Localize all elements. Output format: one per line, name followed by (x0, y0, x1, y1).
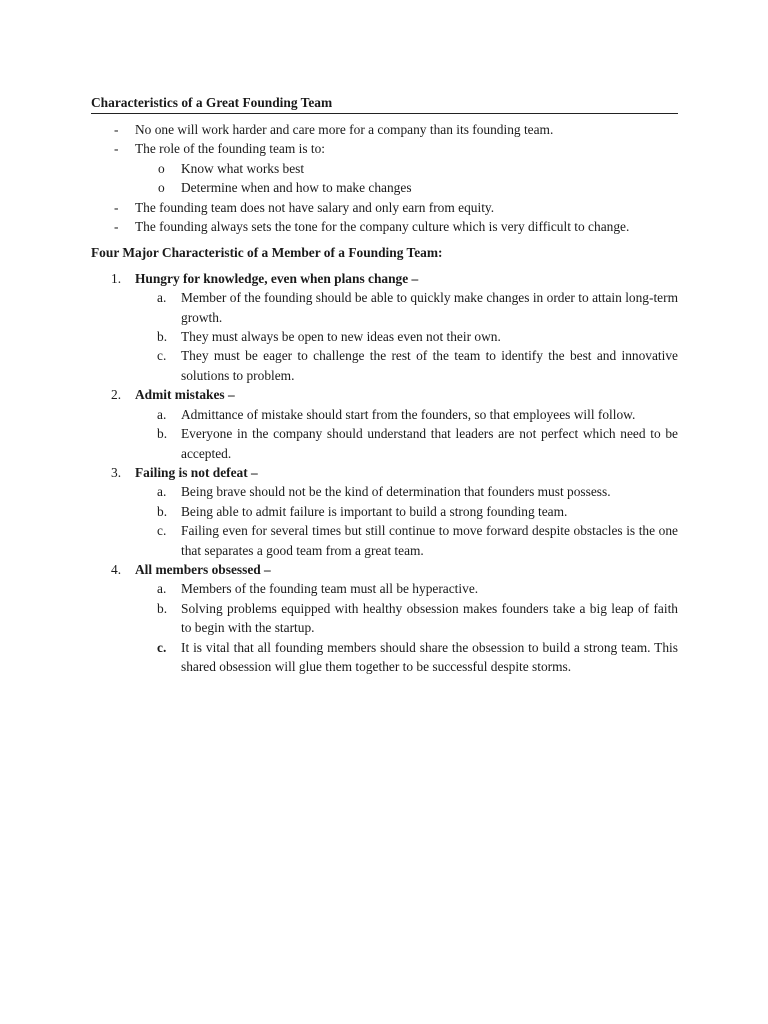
number-marker: 2. (111, 387, 122, 403)
dash-marker: - (114, 199, 119, 215)
characteristics-list (91, 269, 678, 677)
bullet-marker: o (158, 180, 165, 196)
characteristic-point (91, 579, 678, 598)
intro-item (91, 120, 678, 139)
letter-marker: c. (157, 639, 167, 655)
intro-item-text: The founding always sets the tone for the company culture which is very difficult to change. (135, 219, 630, 235)
intro-item-text: The founding team does not have salary and only earn from equity. (135, 199, 495, 215)
characteristic-title: Hungry for knowledge, even when plans change – (135, 270, 419, 286)
number-marker: 4. (111, 561, 122, 577)
letter-marker: b. (157, 426, 168, 442)
characteristic-point (91, 327, 678, 346)
dash-marker: - (114, 141, 119, 157)
characteristic-item (91, 560, 678, 579)
sub-list-item (91, 178, 678, 197)
characteristic-item (91, 385, 678, 404)
characteristic-point (91, 288, 678, 327)
letter-marker: c. (157, 523, 167, 539)
characteristic-point (91, 346, 678, 385)
letter-marker: a. (157, 484, 167, 500)
intro-item (91, 139, 678, 158)
dash-marker: - (114, 219, 119, 235)
intro-item (91, 217, 678, 236)
characteristic-point (91, 424, 678, 463)
characteristic-item (91, 269, 678, 288)
point-text: They must always be open to new ideas even not their own. (181, 329, 501, 345)
letter-marker: c. (157, 348, 167, 364)
characteristic-item (91, 463, 678, 482)
intro-item-text: No one will work harder and care more for a company than its founding team. (135, 122, 554, 137)
point-text: Being brave should not be the kind of determination that founders must possess. (181, 484, 611, 500)
letter-marker: a. (157, 581, 167, 597)
characteristic-point (91, 521, 678, 560)
characteristic-point (91, 502, 678, 521)
letter-marker: a. (157, 290, 167, 306)
document-page (91, 95, 678, 676)
characteristic-point (91, 405, 678, 424)
intro-item (91, 198, 678, 217)
letter-marker: b. (157, 329, 168, 345)
section-heading: Four Major Characteristic of a Member of a Founding Team: (91, 245, 443, 261)
characteristic-point (91, 638, 678, 677)
point-text: Being able to admit failure is important to build a strong founding team. (181, 503, 568, 519)
characteristic-title: Admit mistakes – (135, 387, 235, 403)
dash-marker: - (114, 122, 119, 137)
point-text: Solving problems equipped with healthy obsession makes founders take a big leap of faith to begin with the startup. (181, 600, 678, 636)
point-text: Member of the founding should be able to quickly make changes in order to attain long-term growth. (181, 290, 678, 325)
characteristic-title: All members obsessed – (135, 561, 271, 577)
sub-list-item (91, 159, 678, 178)
letter-marker: b. (157, 503, 168, 519)
letter-marker: a. (157, 406, 167, 422)
point-text: Everyone in the company should understand that leaders are not perfect which need to be accepted. (181, 426, 678, 461)
intro-list (91, 120, 678, 236)
sub-item-text: Know what works best (181, 160, 305, 176)
letter-marker: b. (157, 600, 168, 616)
characteristic-point (91, 482, 678, 501)
point-text: It is vital that all founding members should share the obsession to build a strong team. This shared obsession will glue them together to be successful despite storms. (181, 639, 678, 674)
sub-item-text: Determine when and how to make changes (181, 180, 412, 196)
role-sub-list (91, 159, 678, 198)
characteristic-title: Failing is not defeat – (135, 464, 258, 480)
intro-item-text: The role of the founding team is to: (135, 141, 326, 157)
number-marker: 3. (111, 464, 122, 480)
bullet-marker: o (158, 160, 165, 176)
number-marker: 1. (111, 270, 122, 286)
point-text: Members of the founding team must all be hyperactive. (181, 581, 479, 597)
document-title: Characteristics of a Great Founding Team (91, 95, 678, 114)
point-text: They must be eager to challenge the rest of the team to identify the best and innovative solutions to problem. (181, 348, 678, 383)
point-text: Admittance of mistake should start from the founders, so that employees will follow. (181, 406, 636, 422)
point-text: Failing even for several times but still continue to move forward despite obstacles is the one that separates a good team from a great team. (181, 523, 678, 558)
characteristic-point (91, 599, 678, 638)
